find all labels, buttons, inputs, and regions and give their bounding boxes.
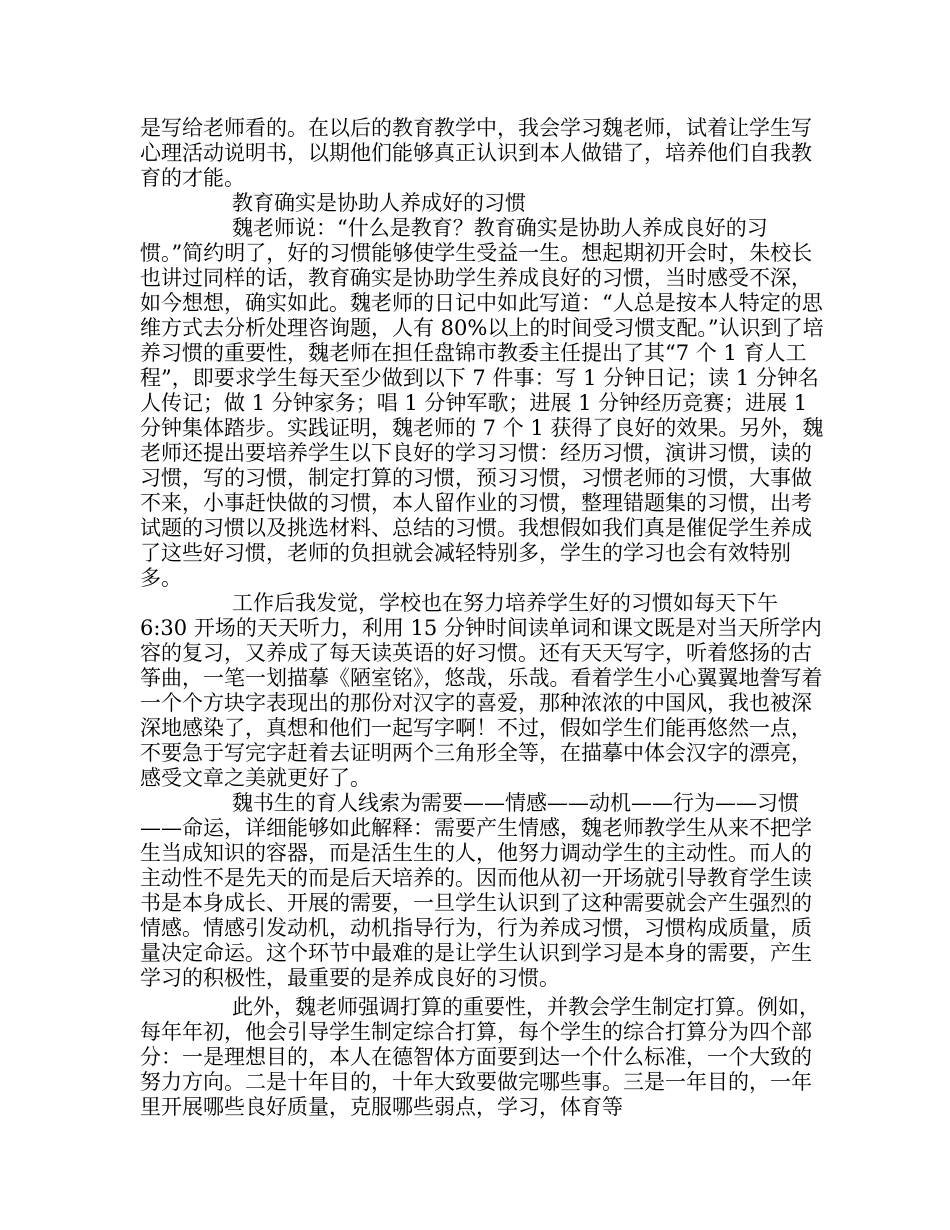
paragraph-planning: 此外，魏老师强调打算的重要性，并教会学生制定打算。例如，每年年初，他会引导学生制定综合打算，每个学生的综合打算分为四个部分：一是理想目的，本人在德智体方面要到达一个什么标准，一个大致的努力方向。二是十年目的，十年大致要做完哪些事。三是一年目的，一年里开展哪些良好质量，克服哪些弱点，学习，体育等 (140, 995, 820, 1119)
document-page (140, 116, 830, 1120)
paragraph-continuation: 是写给老师看的。在以后的教育教学中，我会学习魏老师，试着让学生写心理活动说明书，以期他们能够真正认识到本人做错了，培养他们自我教育的才能。 (140, 116, 812, 190)
paragraph-habits: 魏老师说：“什么是教育？教育确实是协助人养成良好的习惯。”简约明了，好的习惯能够使学生受益一生。想起期初开会时，朱校长也讲过同样的话，教育确实是协助学生养成良好的习惯，当时感受不深，如今想想，确实如此。魏老师的日记中如此写道：“人总是按本人特定的思维方式去分析处理咨询题，人有 80%以上的时间受习惯支配。”认识到了培养习惯的重要性，魏老师在担任盘锦市教委主任提出了其“7 个 1 育人工程”，即要求学生每天至少做到以下 7 件事：写 1 分钟日记；读 1 分钟名人传记；做 1 分钟家务；唱 1 分钟军歌；进展 1 分钟经历竞赛；进展 1 分钟集体踏步。实践证明，魏老师的 7 个 1 获得了良好的效果。另外，魏老师还提出要培养学生以下良好的学习习惯：经历习惯，演讲习惯，读的习惯，写的习惯，制定打算的习惯，预习习惯，习惯老师的习惯，大事做不来，小事赶快做的习惯，本人留作业的习惯，整理错题集的习惯，出考试题的习惯以及挑选材料、总结的习惯。我想假如我们真是催促学生养成了这些好习惯，老师的负担就会减轻特别多，学生的学习也会有效特别多。 (140, 216, 824, 590)
paragraph-school-practice: 工作后我发觉，学校也在努力培养学生好的习惯如每天下午 6:30 开场的天天听力，利用 15 分钟时间读单词和课文既是对当天所学内容的复习，又养成了每天读英语的好习惯。还有天天写字，听着悠扬的古筝曲，一笔一划描摹《陋室铭》，悠哉，乐哉。看着学生小心翼翼地誊写着一个个方块字表现出的那份对汉字的喜爱，那种浓浓的中国风，我也被深深地感染了，真想和他们一起写字啊！不过，假如学生们能再悠然一点，不要急于写完字赶着去证明两个三角形全等，在描摹中体会汉字的漂亮，感受文章之美就更好了。 (140, 591, 823, 790)
paragraph-education-chain: 魏书生的育人线索为需要——情感——动机——行为——习惯——命运，详细能够如此解释：需要产生情感，魏老师教学生从来不把学生当成知识的容器，而是活生生的人，他努力调动学生的主动性。而人的主动性不是先天的而是后天培养的。因而他从初一开场就引导教育学生读书是本身成长、开展的需要，一旦学生认识到了这种需要就会产生强烈的情感。情感引发动机，动机指导行为，行为养成习惯，习惯构成质量，质量决定命运。这个环节中最难的是让学生认识到学习是本身的需要，产生学习的积极性，最重要的是养成良好的习惯。 (140, 791, 812, 990)
section-heading: 教育确实是协助人养成好的习惯 (232, 191, 526, 215)
